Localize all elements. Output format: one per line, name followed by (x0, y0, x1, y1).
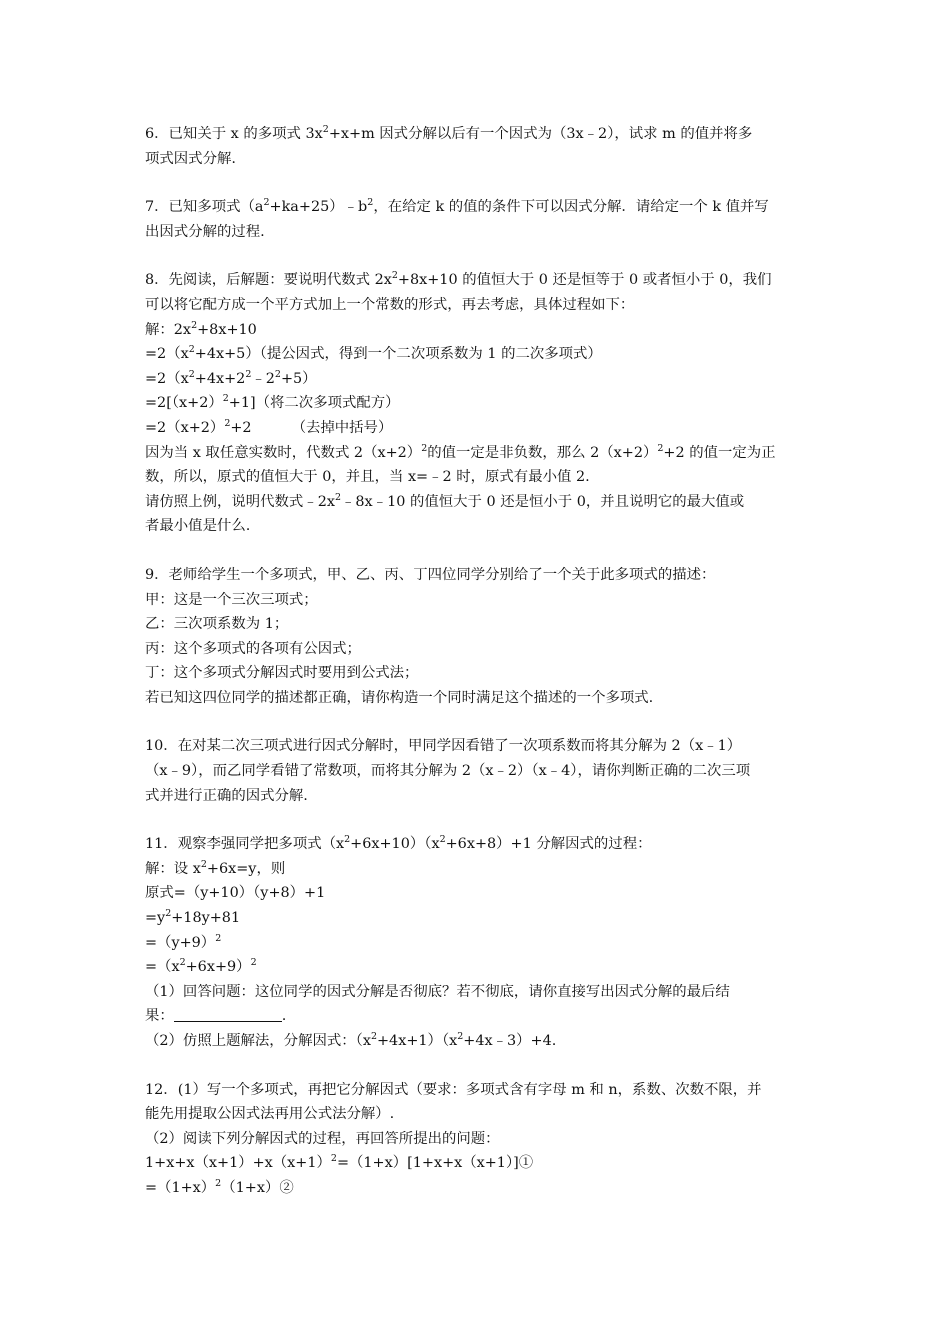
question-12 (145, 1078, 810, 1201)
text: （2）仿照上题解法，分解因式：（x (145, 1033, 371, 1049)
text: 请仿照上例，说明代数式﹣2x (145, 493, 335, 510)
superscript: 2 (215, 1177, 222, 1189)
superscript: 2 (245, 368, 252, 380)
superscript: 2 (370, 1031, 377, 1042)
text: +4x+2 (194, 370, 246, 387)
text: （1+x）② (221, 1179, 294, 1196)
superscript: 2 (334, 491, 342, 503)
q8-para-1 (145, 441, 810, 466)
q10-line-2: （x﹣9），而乙同学看错了常数项，而将其分解为 2（x﹣2）（x﹣4），请你判断正确的二次三项 (145, 763, 751, 780)
text: +2 的值一定为正 (663, 444, 776, 461)
text: =2（x (145, 370, 189, 387)
q12-line-3: （2）阅读下列分解因式的过程，再回答所提出的问题： (145, 1130, 500, 1147)
answer-blank[interactable] (174, 1005, 282, 1022)
superscript: 2 (188, 344, 195, 356)
superscript: 2 (222, 393, 229, 405)
text: =（1+x） (145, 1179, 216, 1196)
text: +4x+5）（提公因式，得到一个二次项系数为 1 的二次多项式） (194, 346, 602, 363)
text: +6x=y，则 (206, 860, 286, 877)
superscript: 2 (322, 124, 329, 135)
text: 8．先阅读，后解题：要说明代数式 2x (145, 272, 392, 289)
q9-line-5: 丁：这个多项式分解因式时要用到公式法； (145, 665, 419, 682)
question-7 (145, 195, 810, 244)
text: =2[（x+2） (145, 395, 223, 412)
q11-line-6 (145, 955, 810, 980)
q11-line-8 (145, 1004, 810, 1029)
text: 果： (145, 1008, 174, 1025)
q8-step-2 (145, 342, 810, 367)
document-page (145, 122, 810, 1225)
text: =（x (145, 959, 180, 976)
text: 1+x+x（x+1）+x（x+1） (145, 1155, 331, 1172)
superscript: 2 (439, 834, 446, 846)
text: 解：设 x (145, 860, 201, 877)
q12-line-2: 能先用提取公因式法再用公式法分解）. (145, 1106, 395, 1123)
q11-line-4 (145, 906, 810, 931)
text: 7．已知多项式（a (145, 199, 264, 216)
text: 6．已知关于 x 的多项式 3x (145, 126, 323, 142)
question-10 (145, 734, 810, 808)
q10-line-1: 10．在对某二次三项式进行因式分解时，甲同学因看错了一次项系数而将其分解为 2（x﹣1） (145, 738, 742, 755)
text: 解：2x (145, 321, 192, 338)
text: =2（x (145, 346, 189, 363)
superscript: 2 (367, 197, 374, 209)
q8-step-1 (145, 318, 810, 343)
q8-step-4 (145, 391, 810, 416)
q8-step-3 (145, 367, 810, 392)
q6-line-2: 项式因式分解. (145, 150, 236, 167)
q7-line-1 (145, 195, 810, 220)
superscript: 2 (215, 932, 222, 944)
text: =y (145, 910, 166, 927)
superscript: 2 (200, 858, 207, 870)
q8-para-3 (145, 490, 810, 515)
text: 因为当 x 取任意实数时，代数式 2（x+2） (145, 444, 422, 461)
text: +8x+10 的值恒大于 0 还是恒等于 0 或者恒小于 0，我们 (397, 272, 772, 289)
q11-line-7: （1）回答问题：这位同学的因式分解是否彻底？若不彻底，请你直接写出因式分解的最后结 (145, 983, 730, 1000)
question-8 (145, 268, 810, 539)
text: =（y+9） (145, 934, 216, 951)
q8-step-5 (145, 416, 810, 441)
text: +5） (280, 370, 317, 387)
text: 的值一定是非负数，那么 2（x+2） (427, 444, 658, 461)
question-6 (145, 122, 810, 171)
text: +4x+1）（x (376, 1033, 458, 1049)
superscript: 2 (274, 368, 281, 380)
superscript: 2 (344, 834, 351, 846)
text: +2 (230, 419, 252, 436)
text: （去掉中括号） (291, 419, 393, 436)
q8-line-1 (145, 268, 810, 293)
text: =2（x+2） (145, 419, 225, 436)
text: +8x+10 (197, 321, 257, 338)
q9-line-4: 丙：这个多项式的各项有公因式； (145, 640, 361, 657)
text: =（1+x）[1+x+x（x+1）]① (336, 1155, 534, 1172)
q8-line-2: 可以将它配方成一个平方式加上一个常数的形式，再去考虑，具体过程如下： (145, 296, 635, 313)
text: 11．观察李强同学把多项式（x (145, 836, 345, 853)
q11-line-5 (145, 931, 810, 956)
q11-line-2 (145, 857, 810, 882)
q11-line-9 (145, 1029, 810, 1054)
text: ﹣2 (251, 370, 275, 387)
superscript: 2 (657, 442, 664, 454)
text: ，在给定 k 的值的条件下可以因式分解．请给定一个 k 值并写 (373, 199, 769, 216)
q9-line-6: 若已知这四位同学的描述都正确，请你构造一个同时满足这个描述的一个多项式. (145, 689, 654, 706)
q7-line-2: 出因式分解的过程. (145, 223, 265, 240)
q9-line-3: 乙：三次项系数为 1； (145, 616, 289, 633)
q8-para-2: 数，所以，原式的值恒大于 0，并且，当 x=﹣2 时，原式有最小值 2. (145, 469, 590, 486)
q6-line-1 (145, 122, 810, 147)
superscript: 2 (421, 442, 428, 454)
text: +18y+81 (171, 910, 241, 927)
superscript: 2 (457, 1031, 464, 1042)
superscript: 2 (250, 957, 257, 969)
text: +1]（将二次多项式配方） (228, 395, 400, 412)
text: +ka+25）﹣b (269, 199, 368, 216)
q9-line-1: 9．老师给学生一个多项式，甲、乙、丙、丁四位同学分别给了一个关于此多项式的描述： (145, 566, 716, 583)
q12-line-5 (145, 1176, 810, 1201)
text: . (281, 1008, 287, 1025)
superscript: 2 (224, 417, 231, 429)
q12-line-1: 12．(1）写一个多项式，再把它分解因式（要求：多项式含有字母 m 和 n，系数、次数不限，并 (145, 1081, 762, 1098)
superscript: 2 (165, 908, 172, 920)
q11-line-3: 原式=（y+10）（y+8）+1 (145, 885, 326, 902)
q10-line-3: 式并进行正确的因式分解. (145, 787, 308, 804)
text: +6x+8）+1 分解因式的过程： (445, 836, 652, 853)
text: +x+m 因式分解以后有一个因式为（3x﹣2），试求 m 的值并将多 (328, 126, 753, 142)
text: +4x﹣3）+4. (463, 1033, 557, 1049)
superscript: 2 (191, 319, 198, 331)
q9-line-2: 甲：这是一个三次三项式； (145, 591, 318, 608)
text: ﹣8x﹣10 的值恒大于 0 还是恒小于 0，并且说明它的最大值或 (341, 493, 745, 510)
superscript: 2 (391, 270, 398, 282)
superscript: 2 (263, 197, 270, 209)
q12-line-4 (145, 1151, 810, 1176)
question-11 (145, 832, 810, 1053)
text: +6x+9） (185, 959, 251, 976)
superscript: 2 (179, 957, 186, 969)
superscript: 2 (188, 368, 195, 380)
q11-line-1 (145, 832, 810, 857)
text: +6x+10）（x (350, 836, 440, 853)
q8-para-4: 者最小值是什么. (145, 518, 251, 535)
question-9 (145, 563, 810, 711)
superscript: 2 (330, 1153, 337, 1165)
